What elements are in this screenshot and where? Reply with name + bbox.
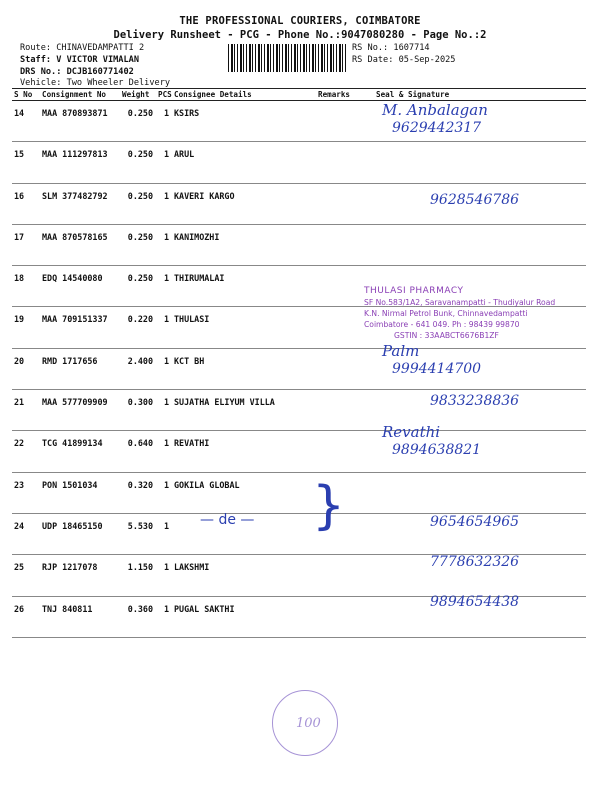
row-consignee: LAKSHMI xyxy=(172,555,316,596)
row-weight: 0.250 xyxy=(120,224,156,265)
col-pcs: PCS xyxy=(158,90,172,99)
row-signature xyxy=(374,142,586,183)
handwritten-phone: 9654654965 xyxy=(430,514,520,530)
row-remarks xyxy=(316,431,374,472)
row-signature xyxy=(374,224,586,265)
row-consignment: MAA 111297813 xyxy=(40,142,120,183)
table-row xyxy=(12,101,586,142)
table-row xyxy=(12,224,586,265)
handwritten-signature: M. Anbalagan xyxy=(382,101,488,119)
row-pcs: 1 xyxy=(156,431,172,472)
row-consignee: THIRUMALAI xyxy=(172,266,316,307)
row-sno: 18 xyxy=(12,266,40,307)
row-signature xyxy=(374,472,586,513)
row-consignment: TNJ 840811 xyxy=(40,596,120,637)
table-row xyxy=(12,472,586,513)
row-consignment: MAA 577709909 xyxy=(40,390,120,431)
table-header xyxy=(12,89,586,101)
col-consignment: Consignment No xyxy=(40,89,120,101)
row-consignee: REVATHI xyxy=(172,431,316,472)
row-remarks xyxy=(316,390,374,431)
handwritten-phone: 9994414700 xyxy=(392,361,482,378)
row-pcs: 1 xyxy=(156,348,172,389)
row-consignment: EDQ 14540080 xyxy=(40,266,120,307)
runsheet-title: Delivery Runsheet - PCG - Phone No.:9047080280 - Page No.:2 xyxy=(113,29,487,41)
row-weight: 0.250 xyxy=(120,183,156,224)
stamp-line-1: SF No.583/1A2, Saravanampatti - Thudiyalur Road xyxy=(364,298,556,307)
row-pcs: 1 xyxy=(156,390,172,431)
row-sno: 26 xyxy=(12,596,40,637)
row-pcs: 1 xyxy=(156,142,172,183)
row-consignee: KSIRS xyxy=(172,101,316,142)
stamp-line-3: Coimbatore - 641 049. Ph : 98439 99870 xyxy=(364,320,520,329)
handwritten-phone: 7778632326 xyxy=(430,554,520,571)
row-weight: 2.400 xyxy=(120,348,156,389)
col-signature: Seal & Signature xyxy=(374,89,586,101)
row-pcs: 1 xyxy=(156,183,172,224)
row-consignee: KANIMOZHI xyxy=(172,224,316,265)
handwritten-signature: Revathi xyxy=(382,422,441,441)
row-remarks xyxy=(316,555,374,596)
col-sno: S No xyxy=(12,89,40,101)
rs-date: RS Date: 05-Sep-2025 xyxy=(352,55,456,65)
row-consignment: SLM 377482792 xyxy=(40,183,120,224)
row-consignment: MAA 870578165 xyxy=(40,224,120,265)
brace-mark: } xyxy=(312,476,346,536)
col-weight: Weight xyxy=(120,89,156,101)
handwritten-phone: 9894654438 xyxy=(430,594,520,611)
row-weight: 1.150 xyxy=(120,555,156,596)
row-pcs: 1 xyxy=(156,266,172,307)
table-row xyxy=(12,142,586,183)
table-row xyxy=(12,431,586,472)
company-name: THE PROFESSIONAL COURIERS, COIMBATORE xyxy=(179,15,421,27)
handwritten-phone: 9629442317 xyxy=(392,120,482,136)
row-pcs: 1 xyxy=(156,555,172,596)
handwritten-phone: 9894638821 xyxy=(392,441,482,458)
row-remarks xyxy=(316,183,374,224)
row-consignee: GOKILA GLOBAL xyxy=(172,472,316,513)
handwritten-signature: Palm xyxy=(382,342,420,361)
row-remarks xyxy=(316,101,374,142)
row-remarks xyxy=(316,596,374,637)
row-consignment: MAA 709151337 xyxy=(40,307,120,348)
row-weight: 0.640 xyxy=(120,431,156,472)
row-sno: 23 xyxy=(12,472,40,513)
row-sno: 25 xyxy=(12,555,40,596)
row-consignee: THULASI xyxy=(172,307,316,348)
row-pcs: 1 xyxy=(156,101,172,142)
row-consignee: ARUL xyxy=(172,142,316,183)
row-weight: 5.530 xyxy=(120,513,156,554)
drs-label: DRS No.: DCJB160771402 xyxy=(20,67,134,77)
row-sno: 22 xyxy=(12,431,40,472)
dash-mark: — de — xyxy=(200,512,255,528)
row-weight: 0.300 xyxy=(120,390,156,431)
stamp-title: THULASI PHARMACY xyxy=(364,286,464,296)
row-consignee: SUJATHA ELIYUM VILLA xyxy=(172,390,316,431)
row-pcs: 1 xyxy=(156,224,172,265)
row-pcs: 1 xyxy=(156,596,172,637)
handwritten-phone: 9833238836 xyxy=(430,393,520,410)
row-sno: 17 xyxy=(12,224,40,265)
row-sno: 20 xyxy=(12,348,40,389)
table-row xyxy=(12,348,586,389)
pharmacy-stamp xyxy=(364,286,574,341)
stamp-line-4: GSTIN : 33AABCT6676B1ZF xyxy=(394,331,499,340)
row-remarks xyxy=(316,348,374,389)
row-weight: 0.250 xyxy=(120,142,156,183)
row-weight: 0.360 xyxy=(120,596,156,637)
row-consignment: MAA 870893871 xyxy=(40,101,120,142)
row-sno: 19 xyxy=(12,307,40,348)
row-remarks xyxy=(316,142,374,183)
row-sno: 21 xyxy=(12,390,40,431)
row-consignee: KCT BH xyxy=(172,348,316,389)
row-consignment: RMD 1717656 xyxy=(40,348,120,389)
row-weight: 0.220 xyxy=(120,307,156,348)
barcode xyxy=(228,44,346,72)
row-remarks xyxy=(316,224,374,265)
row-consignment: TCG 41899134 xyxy=(40,431,120,472)
stamp-line-2: K.N. Nirmal Petrol Bunk, Chinnavedampatti xyxy=(364,309,528,318)
row-consignee: KAVERI KARGO xyxy=(172,183,316,224)
row-pcs: 1 xyxy=(156,307,172,348)
row-weight: 0.250 xyxy=(120,101,156,142)
row-sno: 14 xyxy=(12,101,40,142)
handwritten-phone: 9628546786 xyxy=(430,192,520,209)
row-consignment: UDP 18465150 xyxy=(40,513,120,554)
row-consignment: RJP 1217078 xyxy=(40,555,120,596)
row-sno: 24 xyxy=(12,513,40,554)
row-sno: 16 xyxy=(12,183,40,224)
vehicle-label: Vehicle: Two Wheeler Delivery xyxy=(20,78,171,88)
row-weight: 0.320 xyxy=(120,472,156,513)
row-pcs: 1 xyxy=(156,472,172,513)
route-label: Route: CHINAVEDAMPATTI 2 xyxy=(20,43,145,53)
row-pcs: 1 xyxy=(156,513,172,554)
row-consignment: PON 1501034 xyxy=(40,472,120,513)
rs-no: RS No.: 1607714 xyxy=(352,43,430,53)
row-weight: 0.250 xyxy=(120,266,156,307)
row-sno: 15 xyxy=(12,142,40,183)
staff-label: Staff: V VICTOR VIMALAN xyxy=(20,55,139,65)
col-remarks: Remarks xyxy=(316,89,374,101)
row-consignee: PUGAL SAKTHI xyxy=(172,596,316,637)
seal-text: 100 xyxy=(296,716,321,731)
col-consignee: Consignee Details xyxy=(172,89,316,101)
